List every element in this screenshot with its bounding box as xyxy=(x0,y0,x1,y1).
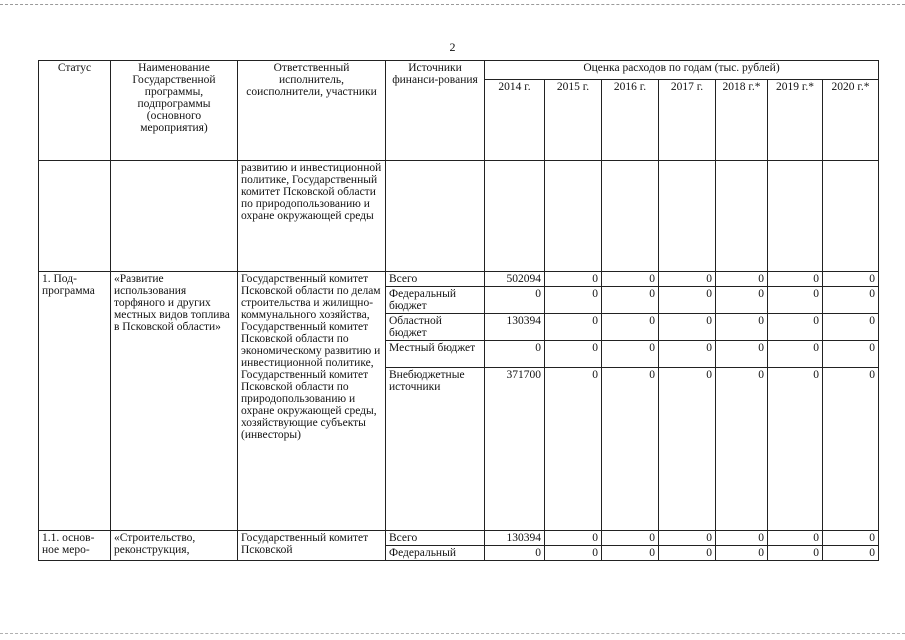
value-cell: 0 xyxy=(823,546,879,561)
value-cell: 0 xyxy=(768,272,823,287)
table-row xyxy=(39,272,879,287)
value-cell: 0 xyxy=(823,368,879,531)
value-cell: 0 xyxy=(716,287,768,314)
value-cell: 0 xyxy=(768,341,823,368)
value-cell: 0 xyxy=(545,546,602,561)
activity-executor: Государственный комитет Псковской xyxy=(238,531,386,561)
empty-cell xyxy=(485,161,545,272)
value-cell: 0 xyxy=(485,287,545,314)
value-cell: 130394 xyxy=(485,531,545,546)
value-cell: 0 xyxy=(768,314,823,341)
empty-cell xyxy=(386,161,485,272)
header-row-top xyxy=(39,61,879,80)
header-executor: Ответственный исполнитель, соисполнители, участники xyxy=(238,61,386,161)
empty-cell xyxy=(39,161,111,272)
subprogram-status: 1. Под-программа xyxy=(39,272,111,531)
value-cell: 502094 xyxy=(485,272,545,287)
header-name: Наименование Государственной программы, подпрограммы (основного мероприятия) xyxy=(111,61,238,161)
value-cell: 0 xyxy=(659,546,716,561)
header-sources: Источники финанси-рования xyxy=(386,61,485,161)
source-cell: Федеральный бюджет xyxy=(386,287,485,314)
value-cell: 0 xyxy=(545,314,602,341)
continuation-row xyxy=(39,161,879,272)
value-cell: 0 xyxy=(768,531,823,546)
source-cell: Местный бюджет xyxy=(386,341,485,368)
continuation-executor: развитию и инвестиционной политике, Государственный комитет Псковской области по природопользованию и охране окружающей среды xyxy=(238,161,386,272)
value-cell: 0 xyxy=(602,287,659,314)
value-cell: 0 xyxy=(602,341,659,368)
value-cell: 0 xyxy=(768,368,823,531)
header-year: 2015 г. xyxy=(545,80,602,161)
scan-edge-top xyxy=(0,4,905,5)
value-cell: 0 xyxy=(716,272,768,287)
source-cell: Внебюджетные источники xyxy=(386,368,485,531)
value-cell: 0 xyxy=(545,272,602,287)
value-cell: 0 xyxy=(659,341,716,368)
header-year: 2020 г.* xyxy=(823,80,879,161)
value-cell: 0 xyxy=(823,287,879,314)
value-cell: 371700 xyxy=(485,368,545,531)
value-cell: 0 xyxy=(659,531,716,546)
value-cell: 0 xyxy=(602,314,659,341)
activity-status: 1.1. основ-ное меро- xyxy=(39,531,111,561)
value-cell: 130394 xyxy=(485,314,545,341)
value-cell: 0 xyxy=(716,314,768,341)
header-year: 2018 г.* xyxy=(716,80,768,161)
value-cell: 0 xyxy=(823,341,879,368)
value-cell: 0 xyxy=(716,546,768,561)
page-number: 2 xyxy=(449,40,456,54)
source-cell: Всего xyxy=(386,272,485,287)
value-cell: 0 xyxy=(716,341,768,368)
value-cell: 0 xyxy=(545,368,602,531)
table-row xyxy=(39,531,879,546)
empty-cell xyxy=(602,161,659,272)
budget-table xyxy=(38,60,879,561)
value-cell: 0 xyxy=(545,531,602,546)
value-cell: 0 xyxy=(716,531,768,546)
empty-cell xyxy=(768,161,823,272)
value-cell: 0 xyxy=(823,272,879,287)
value-cell: 0 xyxy=(485,341,545,368)
value-cell: 0 xyxy=(602,272,659,287)
value-cell: 0 xyxy=(659,314,716,341)
empty-cell xyxy=(823,161,879,272)
value-cell: 0 xyxy=(602,531,659,546)
value-cell: 0 xyxy=(768,287,823,314)
header-year: 2016 г. xyxy=(602,80,659,161)
header-estimate: Оценка расходов по годам (тыс. рублей) xyxy=(485,61,879,80)
activity-name: «Строительство, реконструкция, xyxy=(111,531,238,561)
subprogram-name: «Развитие использования торфяного и других местных видов топлива в Псковской области» xyxy=(111,272,238,531)
empty-cell xyxy=(716,161,768,272)
source-cell: Федеральный xyxy=(386,546,485,561)
value-cell: 0 xyxy=(545,341,602,368)
value-cell: 0 xyxy=(659,272,716,287)
value-cell: 0 xyxy=(659,368,716,531)
value-cell: 0 xyxy=(545,287,602,314)
header-year: 2014 г. xyxy=(485,80,545,161)
value-cell: 0 xyxy=(823,531,879,546)
source-cell: Всего xyxy=(386,531,485,546)
value-cell: 0 xyxy=(768,546,823,561)
header-status: Статус xyxy=(39,61,111,161)
empty-cell xyxy=(659,161,716,272)
empty-cell xyxy=(111,161,238,272)
value-cell: 0 xyxy=(602,368,659,531)
value-cell: 0 xyxy=(602,546,659,561)
value-cell: 0 xyxy=(659,287,716,314)
empty-cell xyxy=(545,161,602,272)
scan-edge-bottom xyxy=(0,633,905,634)
subprogram-executor: Государственный комитет Псковской области по делам строительства и жилищно-коммунального хозяйства, Государственный комитет Псковской области по экономическому развитию и инвестиционной политике, Государственный комитет Псковской области по природопользованию и охране окружающей среды, хозяйствующие субъекты (инвесторы) xyxy=(238,272,386,531)
source-cell: Областной бюджет xyxy=(386,314,485,341)
value-cell: 0 xyxy=(716,368,768,531)
value-cell: 0 xyxy=(485,546,545,561)
header-year: 2017 г. xyxy=(659,80,716,161)
header-year: 2019 г.* xyxy=(768,80,823,161)
value-cell: 0 xyxy=(823,314,879,341)
